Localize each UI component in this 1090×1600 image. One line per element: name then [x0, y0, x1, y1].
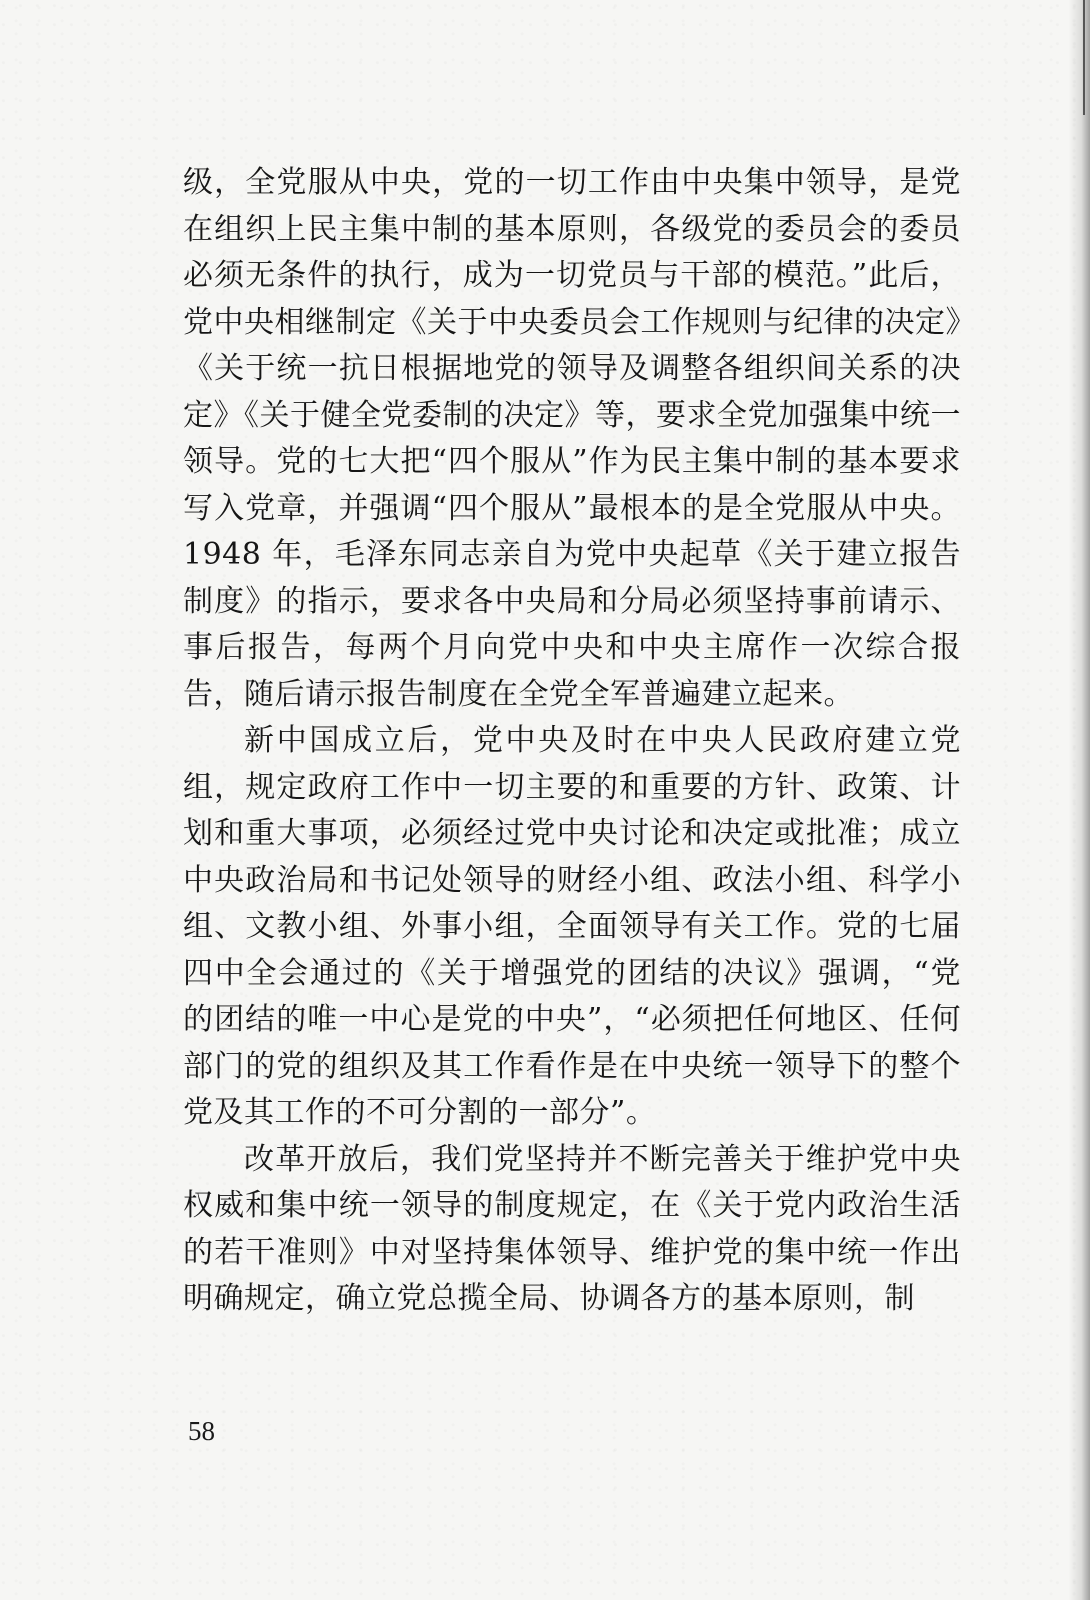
page-edge-mark — [1083, 0, 1085, 115]
paragraph-3: 改革开放后，我们党坚持并不断完善关于维护党中央权威和集中统一领导的制度规定，在《关于党内政治生活的若干准则》中对坚持集体领导、维护党的集中统一作出明确规定，确立党总揽全局、协调各方的基本原则，制 — [183, 1141, 961, 1316]
page-edge-shadow — [1068, 0, 1090, 1600]
paragraph-1: 级，全党服从中央，党的一切工作由中央集中领导，是党在组织上民主集中制的基本原则，各级党的委员会的委员必须无条件的执行，成为一切党员与干部的模范。”此后，党中央相继制定《关于中央委员会工作规则与纪律的决定》《关于统一抗日根据地党的领导及调整各组织间关系的决定》《关于健全党委制的决定》等，要求全党加强集中统一领导。党的七大把“四个服从”作为民主集中制的基本要求写入党章，并强调“四个服从”最根本的是全党服从中央。1948 年，毛泽东同志亲自为党中央起草《关于建立报告制度》的指示，要求各中央局和分局必须坚持事前请示、事后报告，每两个月向党中央和中央主席作一次综合报告，随后请示报告制度在全党全军普遍建立起来。 — [183, 165, 961, 712]
page-number: 58 — [188, 1416, 215, 1446]
paragraph-2: 新中国成立后，党中央及时在中央人民政府建立党组，规定政府工作中一切主要的和重要的方针、政策、计划和重大事项，必须经过党中央讨论和决定或批准；成立中央政治局和书记处领导的财经小组、政法小组、科学小组、文教小组、外事小组，全面领导有关工作。党的七届四中全会通过的《关于增强党的团结的决议》强调，“党的团结的唯一中心是党的中央”，“必须把任何地区、任何部门的党的组织及其工作看作是在中央统一领导下的整个党及其工作的不可分割的一部分”。 — [183, 723, 961, 1130]
body-text — [183, 160, 961, 1323]
